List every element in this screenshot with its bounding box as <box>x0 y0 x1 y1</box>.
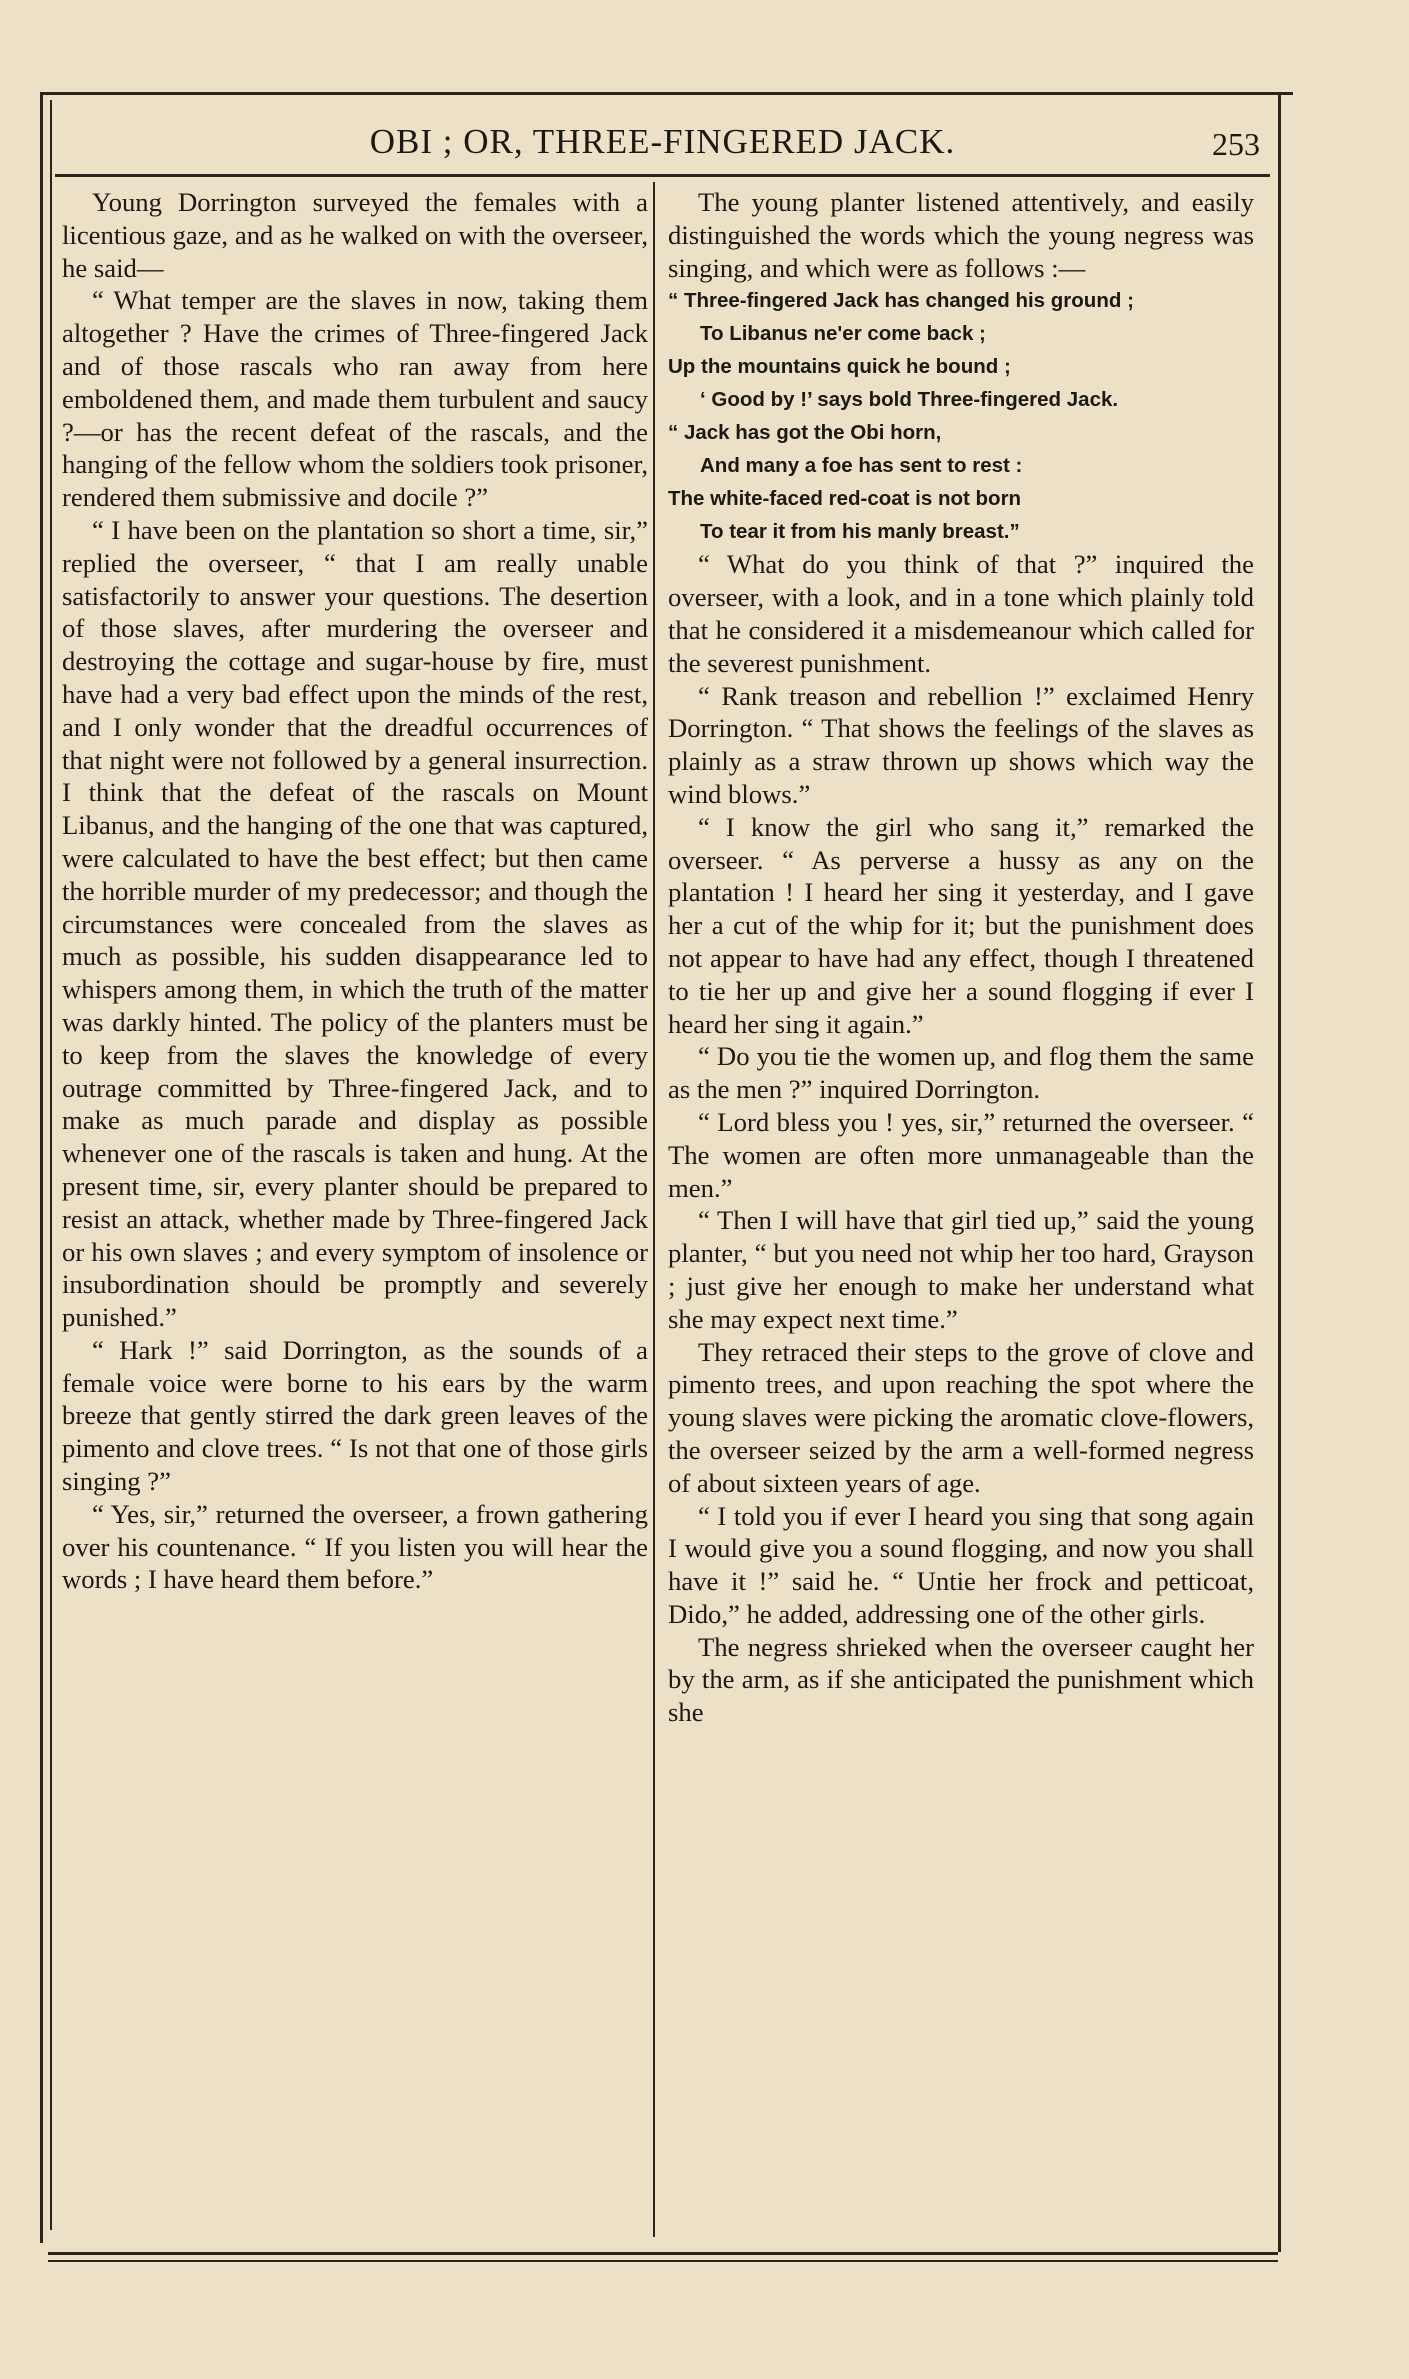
left-column <box>62 186 648 1596</box>
paragraph: “ I know the girl who sang it,” remarked the overseer. “ As perverse a hussy as any on the plantation ! I heard her sing it yesterday, and I gave her a cut of the whip for it; but the punishment does not appear to have had any effect, though I threatened to tie her up and give her a sound flogging if ever I heard her sing it again.” <box>668 811 1254 1039</box>
bottom-rule <box>48 2252 1278 2255</box>
paragraph: “ What do you think of that ?” inquired the overseer, with a look, and in a tone which plainly told that he considered it a misdemeanour which called for the severest punishment. <box>668 549 1254 678</box>
column-divider <box>653 182 655 2237</box>
paragraph: “ I told you if ever I heard you sing that song again I would give you a sound flogging, and now you shall have it !” said he. “ Untie her frock and petticoat, Dido,” he added, addressing one of the other girls. <box>668 1500 1254 1629</box>
page-border-right <box>1278 92 1281 2252</box>
song-line: “ Jack has got the Obi horn, <box>668 421 942 445</box>
paragraph: “ Hark !” said Dorrington, as the sounds of a female voice were borne to his ears by the warm breeze that gently stirred the dark green leaves of the pimento and clove trees. “ Is not that one of those girls singing ?” <box>62 1334 648 1497</box>
running-header <box>55 118 1270 177</box>
song-line: “ Three-fingered Jack has changed his ground ; <box>668 289 1134 313</box>
paragraph: The negress shrieked when the overseer caught her by the arm, as if she anticipated the punishment which she <box>668 1631 1254 1728</box>
song-line: Up the mountains quick he bound ; <box>668 355 1011 379</box>
paragraph: “ Then I will have that girl tied up,” said the young planter, “ but you need not whip her too hard, Grayson ; just give her enough to make her understand what she may expect next time.” <box>668 1205 1254 1334</box>
song-line: And many a foe has sent to rest : <box>700 454 1023 478</box>
paragraph: They retraced their steps to the grove of clove and pimento trees, and upon reaching the spot where the young slaves were picking the aromatic clove-flowers, the overseer seized by the arm a well-formed negress of about sixteen years of age. <box>668 1336 1254 1498</box>
right-column <box>668 186 1254 1729</box>
bottom-rule <box>48 2260 1278 2262</box>
song-line: The white-faced red-coat is not born <box>668 487 1022 511</box>
paragraph: “ Lord bless you ! yes, sir,” returned the overseer. “ The women are often more unmanageable than the men.” <box>668 1106 1254 1203</box>
paragraph: Young Dorrington surveyed the females with a licentious gaze, and as he walked on with the overseer, he said— <box>62 187 648 283</box>
running-title: OBI ; OR, THREE-FINGERED JACK. <box>369 122 956 161</box>
page-number: 253 <box>1212 126 1260 162</box>
paragraph: “ Yes, sir,” returned the overseer, a frown gathering over his countenance. “ If you listen you will hear the words ; I have heard them before.” <box>62 1498 648 1595</box>
song-line: To Libanus ne'er come back ; <box>700 322 986 346</box>
paragraph: “ Rank treason and rebellion !” exclaimed Henry Dorrington. “ That shows the feelings of the slaves as plainly as a straw thrown up shows which way the wind blows.” <box>668 680 1254 809</box>
song-verse <box>668 284 1254 548</box>
paragraph: “ I have been on the plantation so short a time, sir,” replied the overseer, “ that I am really unable satisfactorily to answer your questions. The desertion of those slaves, after murdering the overseer and destroying the cottage and sugar-house by fire, must have had a very bad effect upon the minds of the rest, and I only wonder that the dreadful occurrences of that night were not followed by a general insurrection. I think that the defeat of the rascals on Mount Libanus, and the hanging of the one that was captured, were calculated to have the best effect; but then came the horrible murder of my predecessor; and though the circumstances were concealed from the slaves as much as possible, his sudden disappearance led to whispers among them, in which the truth of the matter was darkly hinted. The policy of the planters must be to keep from the slaves the knowledge of every outrage committed by Three-fingered Jack, and to make as much parade and display as possible whenever one of the rascals is taken and hung. At the present time, sir, every planter should be prepared to resist an attack, whether made by Three-fingered Jack or his own slaves ; and every symptom of insolence or insubordination should be promptly and severely punished.” <box>62 514 648 1333</box>
paragraph: The young planter listened attentively, and easily distinguished the words which the young negress was singing, and which were as follows :— <box>668 187 1254 283</box>
paragraph: “ What temper are the slaves in now, taking them altogether ? Have the crimes of Three-fingered Jack and of those rascals who ran away from here emboldened them, and made them turbulent and saucy ?—or has the recent defeat of the rascals, and the hanging of the fellow whom the soldiers took prisoner, rendered them submissive and docile ?” <box>62 285 648 513</box>
song-line: ‘ Good by !’ says bold Three-fingered Jack. <box>700 388 1119 412</box>
song-line: To tear it from his manly breast.” <box>700 520 1020 544</box>
paragraph: “ Do you tie the women up, and flog them the same as the men ?” inquired Dorrington. <box>668 1041 1254 1105</box>
